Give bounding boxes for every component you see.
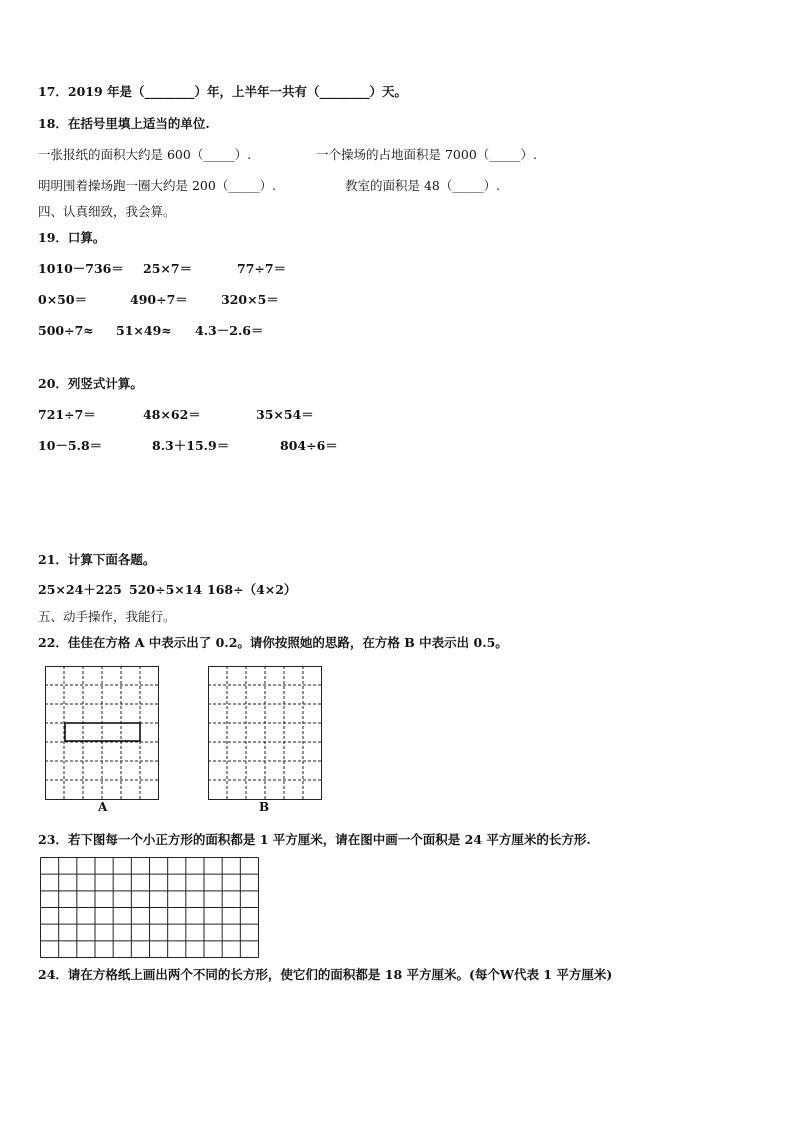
- q24-number: 24．: [38, 967, 68, 982]
- q21-number: 21．: [38, 552, 68, 567]
- q20-expr: 35×54＝: [256, 407, 314, 422]
- q20-expr: 48×62＝: [143, 407, 201, 422]
- q19-expr: 25×7＝: [143, 261, 193, 276]
- q20-row-2: [38, 438, 338, 454]
- q19-expr: 0×50＝: [38, 292, 88, 307]
- q22-number: 22．: [38, 635, 68, 650]
- q19-expr: 1010－736＝: [38, 261, 124, 276]
- q19-expr: 4.3－2.6＝: [195, 323, 264, 338]
- q21-expr: 25×24＋225: [38, 582, 122, 597]
- q17-text: 2019 年是（________）年，上半年一共有（________）天。: [67, 84, 408, 99]
- q19-title: 口算。: [67, 230, 106, 245]
- q18-item-2: 一个操场的占地面积是 7000（_____）.: [316, 147, 538, 162]
- q21-expr: 168÷（4×2）: [207, 582, 297, 597]
- q21-title: 计算下面各题。: [67, 552, 156, 567]
- q23-prompt: [38, 832, 591, 848]
- q21-expr: 520÷5×14: [129, 582, 203, 597]
- q19-expr: 490÷7＝: [130, 292, 188, 307]
- grid-a-label: A: [98, 800, 108, 814]
- q20-expr: 804÷6＝: [280, 438, 338, 453]
- section-4-heading: 四、认真细致，我会算。: [38, 204, 176, 219]
- q20-title: 列竖式计算。: [67, 376, 143, 391]
- q18-title: 在括号里填上适当的单位.: [67, 116, 210, 131]
- grid-b-label: B: [259, 800, 270, 814]
- grid-a: [45, 666, 159, 800]
- q23-number: 23．: [38, 832, 68, 847]
- q18-item-1: 一张报纸的面积大约是 600（_____）.: [38, 147, 252, 162]
- q18-item-3: 明明围着操场跑一圈大约是 200（_____）.: [38, 178, 277, 193]
- q19-heading: [38, 230, 105, 246]
- q19-row-1: [38, 261, 286, 277]
- q19-row-3: [38, 323, 264, 339]
- q19-number: 19．: [38, 230, 68, 245]
- q24-prompt: [38, 967, 612, 983]
- q20-expr: 8.3＋15.9＝: [152, 438, 230, 453]
- q19-row-2: [38, 292, 279, 308]
- q19-expr: 320×5＝: [221, 292, 279, 307]
- grid-q23: [40, 857, 260, 958]
- q21-items: [38, 582, 296, 598]
- q17-number: 17．: [38, 84, 68, 99]
- q21-heading: [38, 552, 155, 568]
- section-5-heading: 五、动手操作，我能行。: [38, 609, 176, 624]
- q22-prompt: [38, 635, 508, 651]
- grid-b: [208, 666, 322, 800]
- q20-heading: [38, 376, 143, 392]
- q20-row-1: [38, 407, 314, 423]
- q20-expr: 10－5.8＝: [38, 438, 103, 453]
- q18-item-4: 教室的面积是 48（_____）.: [345, 178, 501, 193]
- q18-number: 18．: [38, 116, 68, 131]
- q24-text: 请在方格纸上画出两个不同的长方形，使它们的面积都是 18 平方厘米。(每个W代表 1 平方厘米): [67, 967, 613, 982]
- q20-expr: 721÷7＝: [38, 407, 96, 422]
- q17: [38, 84, 407, 100]
- q23-text: 若下图每一个小正方形的面积都是 1 平方厘米，请在图中画一个面积是 24 平方厘米的长方形.: [67, 832, 591, 847]
- q22-text: 佳佳在方格 A 中表示出了 0.2。请你按照她的思路，在方格 B 中表示出 0.5。: [67, 635, 508, 650]
- q18-heading: [38, 116, 210, 132]
- q19-expr: 500÷7≈: [38, 323, 94, 338]
- q20-number: 20．: [38, 376, 68, 391]
- q19-expr: 77÷7＝: [237, 261, 287, 276]
- q19-expr: 51×49≈: [116, 323, 172, 338]
